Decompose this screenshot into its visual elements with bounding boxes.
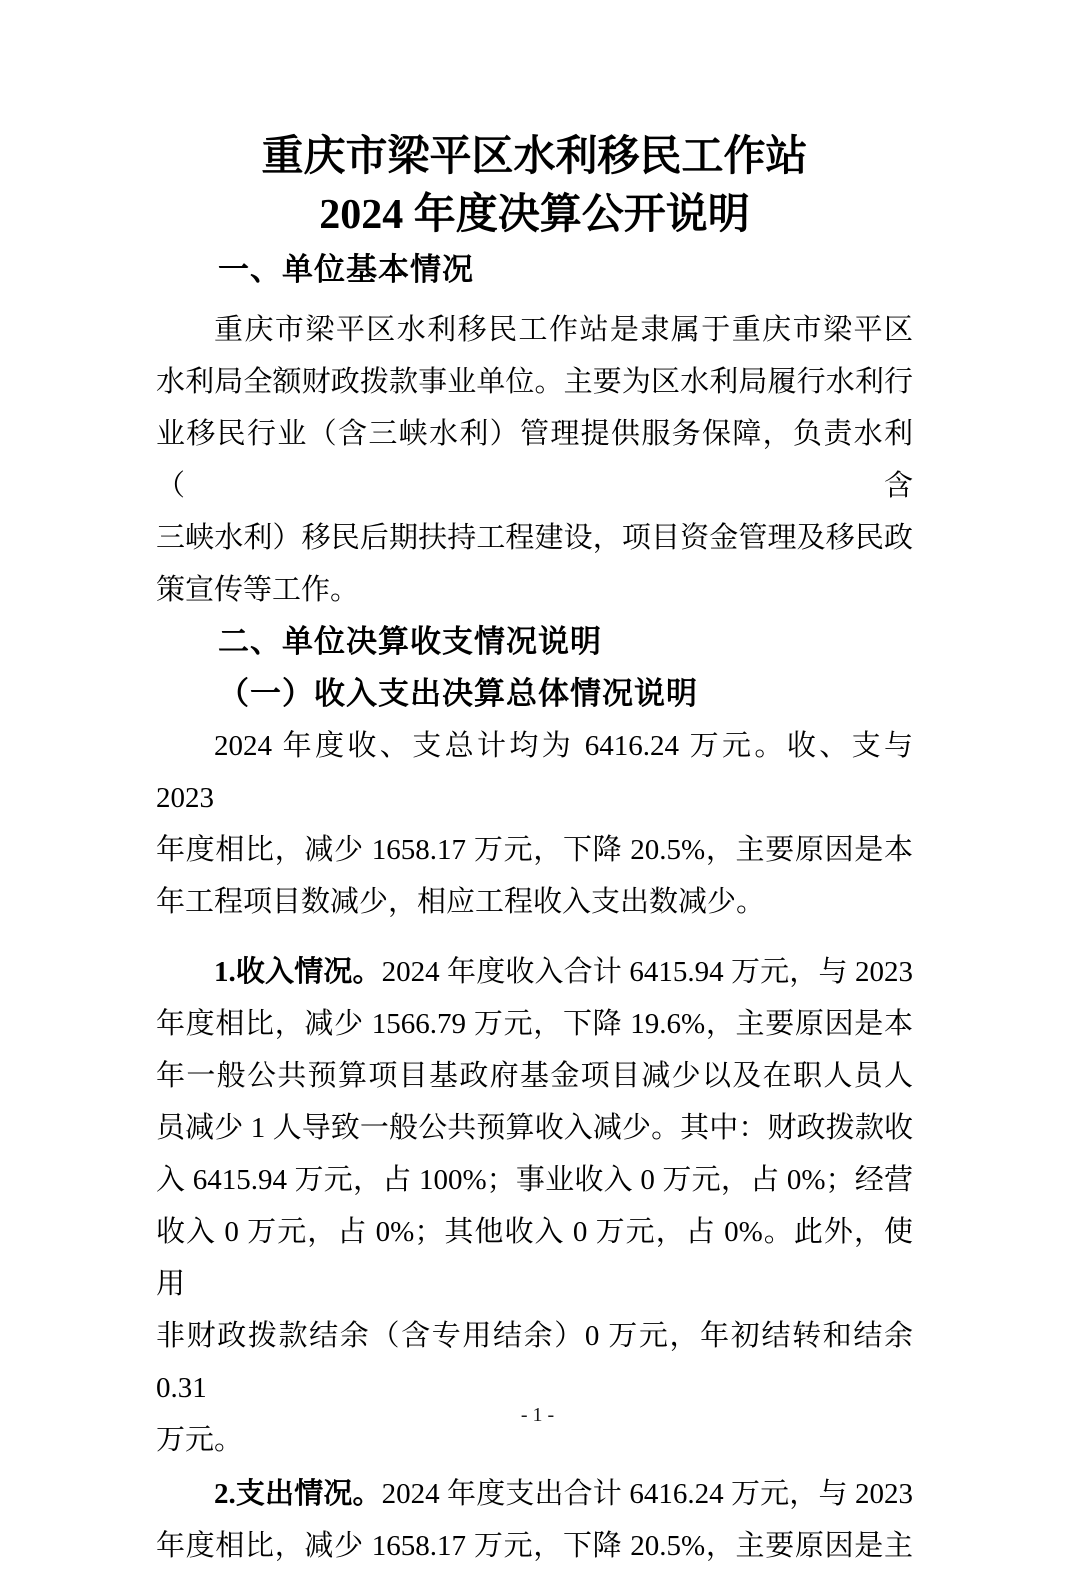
text-line: 年工程项目数减少，相应工程收入支出数减少。: [156, 886, 766, 918]
text-line: 三峡水利）移民后期扶持工程建设，项目资金管理及移民政: [156, 522, 913, 554]
text-line: 策宣传等工作。: [156, 574, 360, 606]
page-number: - 1 -: [520, 1404, 555, 1426]
text-line: 1.收入情况。2024 年度收入合计 6415.94 万元，与 2023: [214, 956, 913, 988]
text-line: 万元。: [156, 1424, 244, 1456]
paragraph: [156, 946, 913, 1466]
document-title: [156, 128, 913, 244]
text-line: 业移民行业（含三峡水利）管理提供服务保障，负责水利（含: [156, 418, 913, 502]
text-line: 年一般公共预算项目基政府基金项目减少以及在职人员人: [156, 1060, 913, 1092]
text-line: 水利局全额财政拨款事业单位。主要为区水利局履行水利行: [156, 366, 913, 398]
title-line-1: 重庆市梁平区水利移民工作站: [261, 134, 808, 180]
text-line: 员减少 1 人导致一般公共预算收入减少。其中：财政拨款收: [156, 1112, 913, 1144]
bold-run: 1.收入情况。: [214, 956, 382, 988]
text-line: 重庆市梁平区水利移民工作站是隶属于重庆市梁平区: [214, 314, 913, 346]
section-heading: 一、单位基本情况: [218, 252, 474, 287]
text-line: 2024 年度收、支总计均为 6416.24 万元。收、支与 2023: [156, 730, 913, 814]
document-content: [156, 128, 913, 1572]
text-line: 年度相比，减少 1658.17 万元，下降 20.5%，主要原因是本: [156, 834, 913, 866]
section-heading: 二、单位决算收支情况说明: [218, 624, 602, 659]
text-line: 年度相比，减少 1658.17 万元，下降 20.5%，主要原因是主: [156, 1530, 913, 1562]
paragraph: [156, 1468, 913, 1572]
text-line: 非财政拨款结余（含专用结余）0 万元，年初结转和结余 0.31: [156, 1320, 913, 1404]
text-line: 2.支出情况。2024 年度支出合计 6416.24 万元，与 2023: [214, 1478, 913, 1510]
paragraph: [156, 304, 913, 616]
text-line: 收入 0 万元，占 0%；其他收入 0 万元，占 0%。此外，使用: [156, 1216, 913, 1300]
text-line: 入 6415.94 万元，占 100%；事业收入 0 万元，占 0%；经营: [156, 1164, 913, 1196]
bold-run: 2.支出情况。: [214, 1478, 382, 1510]
paragraph: [156, 720, 913, 928]
text-line: 年度相比，减少 1566.79 万元，下降 19.6%，主要原因是本: [156, 1008, 913, 1040]
document-body: [156, 244, 913, 1572]
section-heading: （一）收入支出决算总体情况说明: [218, 676, 698, 711]
title-line-2: 2024 年度决算公开说明: [319, 192, 750, 238]
